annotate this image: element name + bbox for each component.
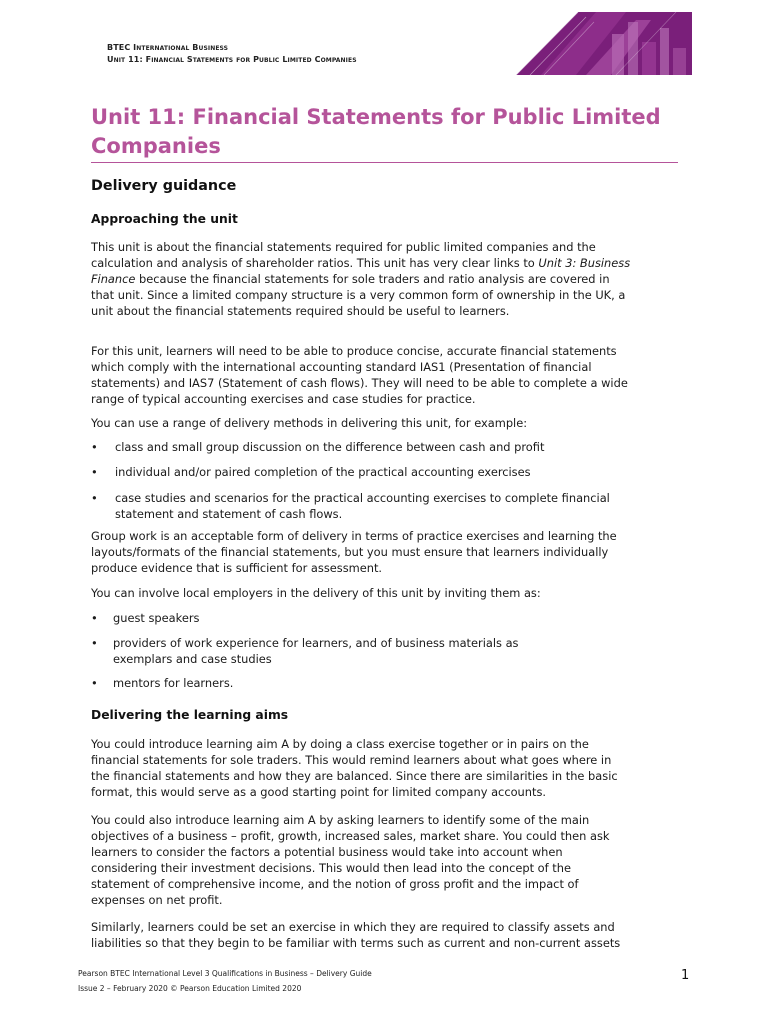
aims-paragraph-3: Similarly, learners could be set an exercise in which they are required to classify assets and liabilities so that they begin to be familiar with terms such as current and non-current assets [91, 920, 621, 950]
page-number: 1 [681, 968, 690, 983]
approach-paragraph-5: You can involve local employers in the delivery of this unit by inviting them as: [91, 586, 541, 600]
unit-3-reference: Unit 3: Business Finance [91, 255, 631, 286]
bullet-icon: • [91, 440, 98, 454]
bullet-icon: • [91, 676, 98, 690]
header-line-1: BTEC International Business [107, 43, 229, 52]
pearson-banner-graphic [516, 12, 692, 75]
approach-paragraph-1: This unit is about the financial statements required for public limited companies and the calculation and analysis of shareholder ratios. This unit has very clear links to Unit 3: Business Finance because the financial statements for sole traders and ratio analysis are covered in that unit. Since a limited company structure is a very common form of ownership in the UK, a unit about the financial statements required should be useful to learners. [91, 240, 631, 318]
title-rule [91, 162, 678, 163]
aims-paragraph-2: You could also introduce learning aim A by asking learners to identify some of the main objectives of a business – profit, growth, increased sales, market share. You could then ask learners to consider the factors a potential business would take into account when considering their investment decisions. This would then lead into the concept of the statement of comprehensive income, and the notion of gross profit and the impact of expenses on net profit. [91, 813, 610, 907]
footer-line-1: Pearson BTEC International Level 3 Qualifications in Business – Delivery Guide [78, 969, 372, 978]
page-title: Unit 11: Financial Statements for Public Limited Companies [91, 105, 661, 158]
bullet-icon: • [91, 491, 98, 505]
aims-heading: Delivering the learning aims [91, 708, 289, 722]
header-line-2: Unit 11: Financial Statements for Public Limited Companies [107, 55, 357, 64]
approach-paragraph-2: For this unit, learners will need to be able to produce concise, accurate financial statements which comply with the international accounting standard IAS1 (Presentation of financial statements) and IAS7 (Statement of cash flows). They will need to be able to complete a wide range of typical accounting exercises and case studies for practice. [91, 344, 628, 406]
approach-paragraph-3: You can use a range of delivery methods in delivering this unit, for example: [91, 416, 528, 430]
aims-paragraph-1: You could introduce learning aim A by doing a class exercise together or in pairs on the financial statements for sole traders. This would remind learners about what goes where in the financial statements and how they are balanced. Since there are similarities in the basic format, this would serve as a good starting point for limited company accounts. [91, 737, 618, 799]
section-heading: Delivery guidance [91, 178, 237, 194]
footer-line-2: Issue 2 – February 2020 © Pearson Education Limited 2020 [78, 984, 302, 993]
approach-paragraph-4: Group work is an acceptable form of delivery in terms of practice exercises and learning the layouts/formats of the financial statements, but you must ensure that learners individually produce evidence that is sufficient for assessment. [91, 529, 617, 575]
running-header [107, 42, 357, 66]
approach-heading: Approaching the unit [91, 212, 238, 226]
bullet-icon: • [91, 611, 98, 625]
bullet-icon: • [91, 636, 98, 650]
bullet-icon: • [91, 465, 98, 479]
